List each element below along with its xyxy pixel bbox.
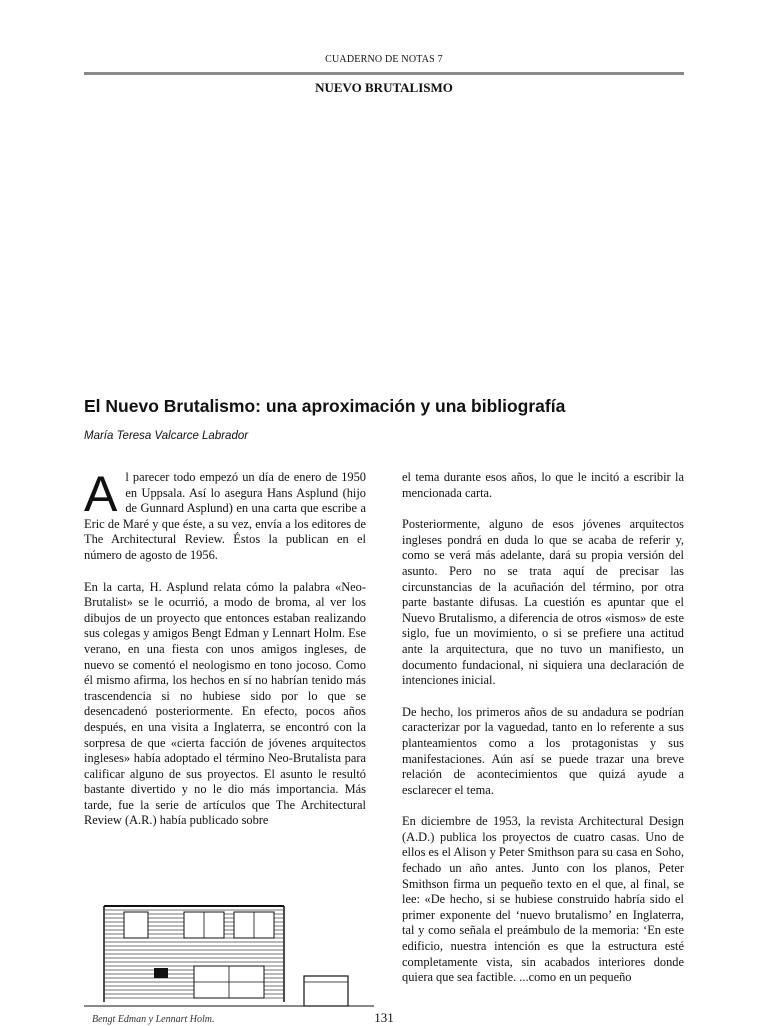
article-author: María Teresa Valcarce Labrador bbox=[84, 430, 249, 442]
paragraph-text: l parecer todo empezó un día de enero de 1950 en Uppsala. Así lo asegura Hans Asplund (hijo de Gunnard Asplund) en una carta que escribe a Eric de Maré y que éste, a su vez, envía a los editores de The Architectural Review. Éstos la publican en el número de agosto de 1956. bbox=[84, 470, 366, 562]
page-number: 131 bbox=[374, 1010, 394, 1025]
paragraph: En la carta, H. Asplund relata cómo la palabra «Neo-Brutalist» se le ocurrió, a modo de broma, al ver los dibujos de un proyecto que entonces estaban realizando sus colegas y amigos Bengt Edman y Lennart Holm. Ese verano, en una fiesta con unos amigos ingleses, de nuevo se comentó el neologismo en tono jocoso. Como él mismo afirma, los hechos en sí no habrían tenido más trascendencia si no hubiese sido por lo que se desencadenó posteriormente. En efecto, pocos años después, en una visita a Inglaterra, se encontró con la sorpresa de que «cierta facción de jóvenes arquitectos ingleses» había adoptado el término Neo-Brutalista para calificar alguno de sus proyectos. El asunto le resultó bastante divertido y no le dio más importancia. Más tarde, fue la serie de artículos que The Architectural Review (A.R.) había publicado sobre bbox=[84, 579, 366, 828]
drop-cap: A bbox=[84, 466, 118, 522]
running-head: CUADERNO DE NOTAS 7 bbox=[325, 54, 443, 65]
paragraph bbox=[84, 466, 366, 564]
paragraph: De hecho, los primeros años de su andadura se podrían caracterizar por la vaguedad, tanto en lo referente a sus planteamientos como a los protagonistas y sus manifestaciones. Aún así se puede trazar una breve relación de acontecimientos que quizá ayude a esclarecer el tema. bbox=[402, 704, 684, 797]
paragraph: En diciembre de 1953, la revista Architectural Design (A.D.) publica los proyectos de cuatro casas. Uno de ellos es el Alison y Peter Smithson para su casa en Soho, fechado un año antes. Junto con los planos, Peter Smithson firma un pequeño texto en el que, al final, se lee: «De hecho, si se hubiese construido habría sido el primer exponente del ‘nuevo brutalismo’ en Inglaterra, tal y como señala el preámbulo de la memoria: ‘En este edificio, nuestra intención es que la estructura esté completamente vista, sin acabados interiores donde quiera que sea factible. ...como en un pequeño bbox=[402, 814, 684, 985]
left-column bbox=[84, 466, 366, 845]
section-title: NUEVO BRUTALISMO bbox=[315, 80, 453, 95]
paragraph: el tema durante esos años, lo que le incitó a escribir la mencionada carta. bbox=[402, 470, 684, 500]
right-column bbox=[402, 470, 684, 1002]
figure-caption: Bengt Edman y Lennart Holm. bbox=[92, 1014, 215, 1025]
header-rule bbox=[84, 72, 684, 75]
paragraph: Posteriormente, alguno de esos jóvenes arquitectos ingleses pondrá en duda lo que se acaba de referir y, como se verá más adelante, dará su propia versión del asunto. Pero no se trata aquí de precisar las circunstancias de la acuñación del término, por otra parte bastante difusas. La cuestión es apuntar que el Nuevo Brutalismo, a diferencia de otros «ismos» de este siglo, fue un movimiento, o si se prefiere una actitud ante la arquitectura, que no tuvo un manifiesto, un documento fundacional, ni siquiera una declaración de intenciones inicial. bbox=[402, 517, 684, 688]
building-elevation-drawing bbox=[84, 870, 374, 1010]
article-title: El Nuevo Brutalismo: una aproximación y una bibliografía bbox=[84, 396, 566, 416]
